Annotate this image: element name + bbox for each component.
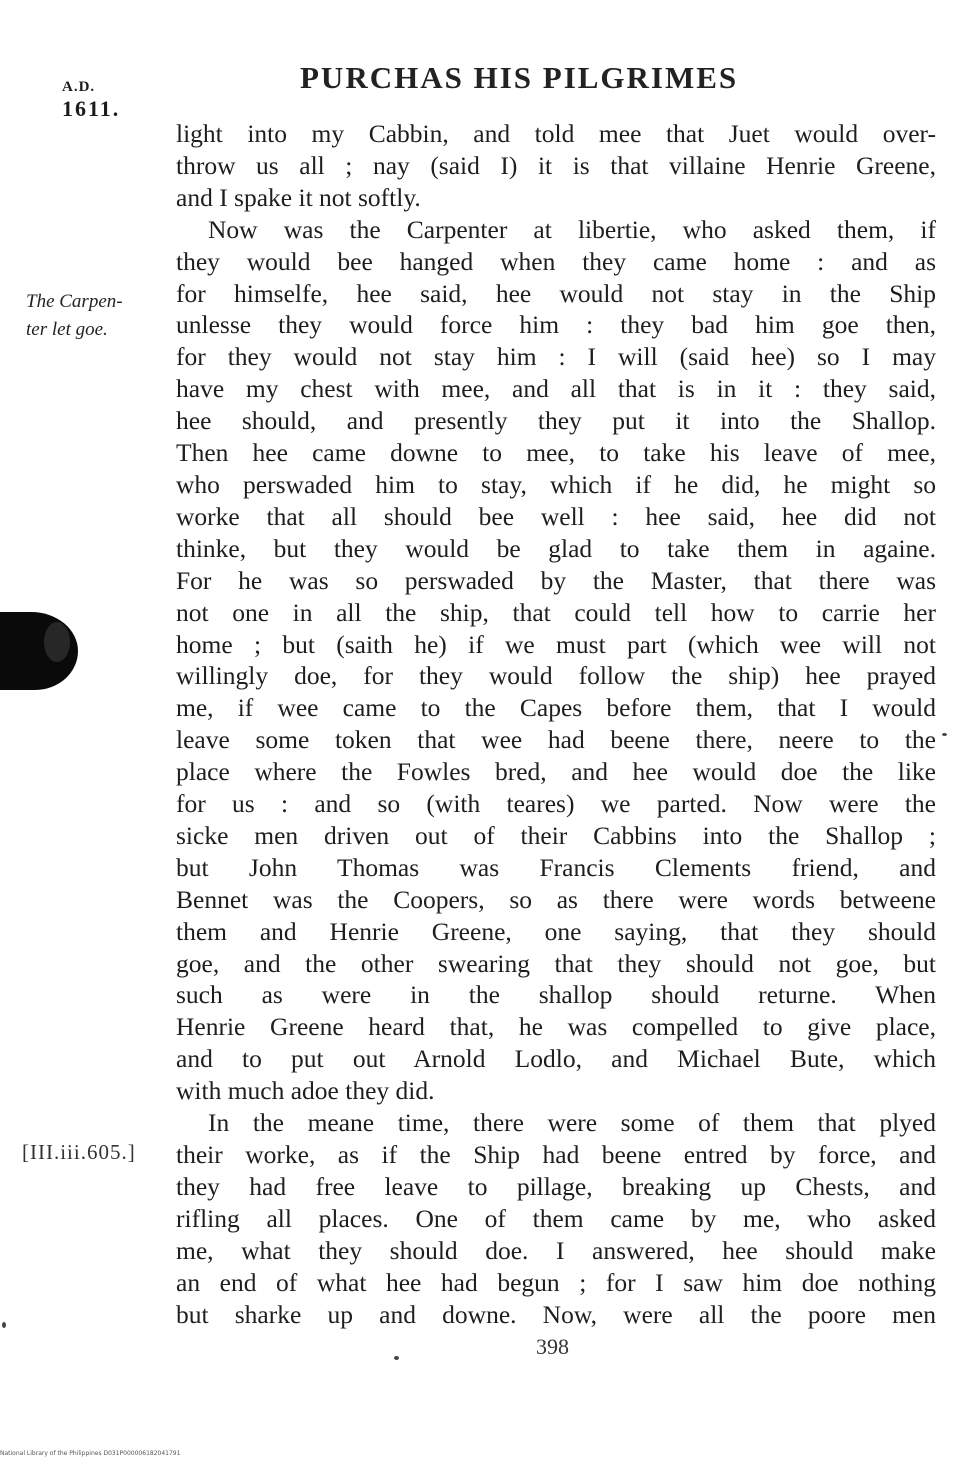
running-head: PURCHAS HIS PILGRIMES bbox=[300, 60, 739, 95]
text-line: In the meane time, there were some of them that plyed bbox=[208, 1108, 936, 1138]
text-line: hee should, and presently they put it into the Shallop. bbox=[176, 406, 936, 436]
ink-speck bbox=[942, 733, 947, 736]
text-line: Then hee came downe to mee, to take his leave of mee, bbox=[176, 438, 936, 468]
text-line: sicke men driven out of their Cabbins into the Shallop ; bbox=[176, 820, 936, 850]
margin-note-line: The Carpen- bbox=[26, 291, 123, 312]
ad-label: A.D. bbox=[62, 79, 96, 95]
text-line: their worke, as if the Ship had beene entred by force, and bbox=[176, 1140, 936, 1169]
text-line: unlesse they would force him : they bad him goe then, bbox=[176, 310, 936, 340]
text-line: they would bee hanged when they came home : and as bbox=[176, 246, 936, 276]
text-line: have my chest with mee, and all that is in it : they said, bbox=[176, 374, 936, 404]
text-line: for us : and so (with teares) we parted. Now were the bbox=[176, 789, 936, 819]
text-line: worke that all should bee well : hee said, hee did not bbox=[176, 501, 936, 531]
text-line: with much adoe they did. bbox=[176, 1076, 435, 1106]
text-line: Henrie Greene heard that, he was compelled to give place, bbox=[176, 1012, 936, 1042]
text-line: who perswaded him to stay, which if he did, he might so bbox=[176, 469, 936, 499]
text-line: they had free leave to pillage, breaking up Chests, and bbox=[176, 1171, 936, 1201]
text-line: goe, and the other swearing that they should not goe, but bbox=[176, 948, 936, 978]
ink-speck bbox=[394, 1356, 399, 1360]
text-line: leave some token that wee had beene there, neere to the bbox=[176, 725, 936, 755]
thumb-shadow bbox=[0, 612, 78, 690]
year-label: 1611. bbox=[62, 96, 121, 121]
text-line: and to put out Arnold Lodlo, and Michael Bute, which bbox=[176, 1044, 936, 1074]
text-line: such as were in the shallop should returne. When bbox=[176, 980, 936, 1010]
text-line: place where the Fowles bred, and hee would doe the like bbox=[176, 757, 936, 787]
text-line: but sharke up and downe. Now, were all the poore men bbox=[176, 1299, 936, 1329]
scan-credit: National Library of the Philippines D031P000006182041791 bbox=[0, 1450, 181, 1457]
text-line: and I spake it not softly. bbox=[176, 182, 421, 212]
text-line: Bennet was the Coopers, so as there were words betweene bbox=[176, 884, 936, 914]
margin-note-line: ter let goe. bbox=[26, 319, 108, 340]
ink-speck bbox=[2, 1322, 6, 1328]
body-text bbox=[176, 118, 936, 1330]
text-line: thinke, but they would be glad to take them in againe. bbox=[176, 533, 936, 563]
text-line: me, what they should doe. I answered, hee should make bbox=[176, 1235, 936, 1265]
text-line: willingly doe, for they would follow the ship) hee prayed bbox=[176, 661, 936, 691]
text-line: light into my Cabbin, and told mee that Juet would over- bbox=[176, 119, 936, 148]
text-line: For he was so perswaded by the Master, that there was bbox=[176, 565, 936, 595]
text-line: throw us all ; nay (said I) it is that villaine Henrie Greene, bbox=[176, 150, 936, 180]
text-line: an end of what hee had begun ; for I saw him doe nothing bbox=[176, 1267, 936, 1297]
page-number: 398 bbox=[536, 1334, 569, 1359]
text-line: rifling all places. One of them came by me, who asked bbox=[176, 1203, 936, 1233]
text-line: Now was the Carpenter at libertie, who asked them, if bbox=[208, 214, 936, 244]
text-line: them and Henrie Greene, one saying, that they should bbox=[176, 916, 936, 946]
text-line: for himselfe, hee said, hee would not stay in the Ship bbox=[176, 278, 936, 308]
text-line: me, if wee came to the Capes before them, that I would bbox=[176, 693, 936, 723]
date-marginal bbox=[62, 76, 132, 120]
margin-reference: [III.iii.605.] bbox=[22, 1140, 136, 1164]
margin-note bbox=[26, 288, 166, 344]
text-line: home ; but (saith he) if we must part (which wee will not bbox=[176, 629, 936, 659]
text-line: but John Thomas was Francis Clements friend, and bbox=[176, 852, 936, 882]
text-line: not one in all the ship, that could tell how to carrie her bbox=[176, 597, 936, 627]
text-line: for they would not stay him : I will (said hee) so I may bbox=[176, 342, 936, 372]
